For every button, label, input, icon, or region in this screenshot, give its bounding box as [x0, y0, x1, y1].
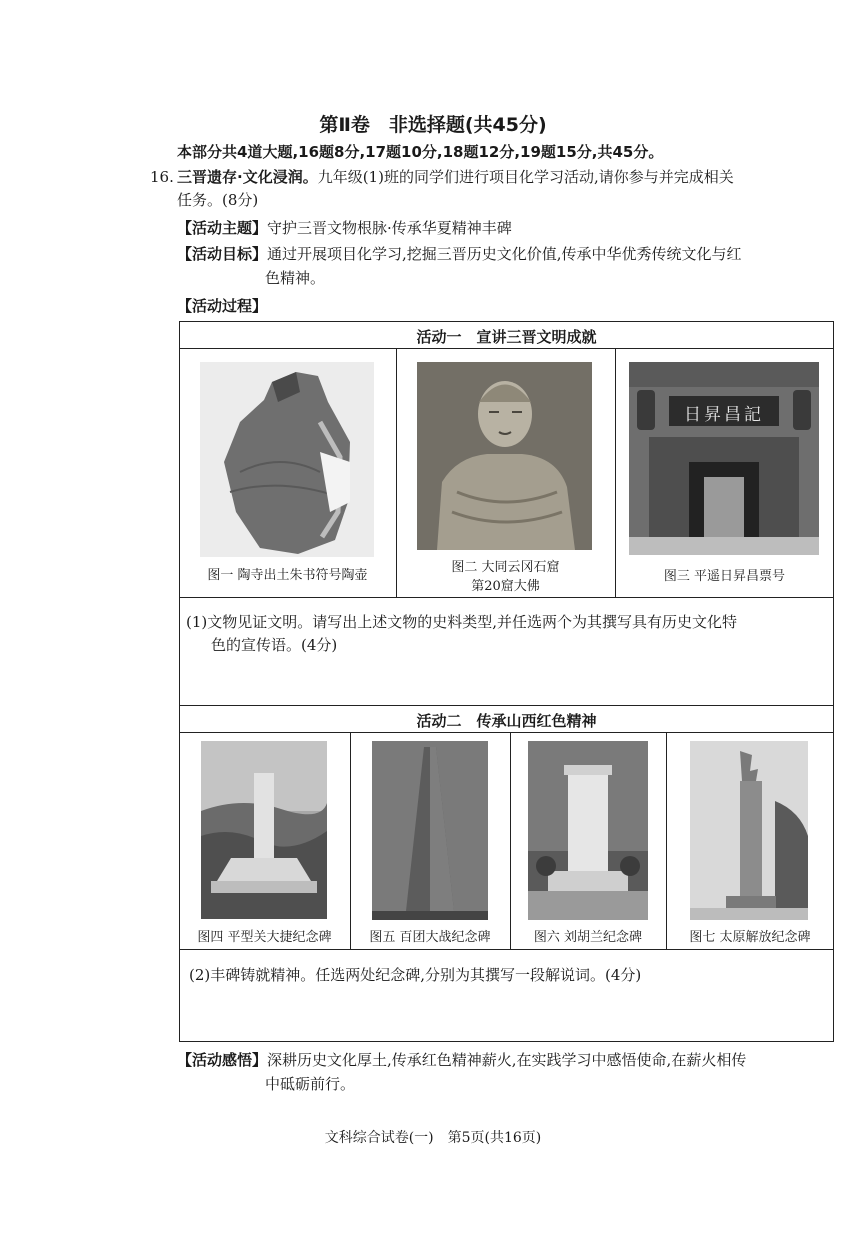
question-stem: [177, 166, 734, 188]
theme-text: 守护三晋文物根脉·传承华夏精神丰碑: [267, 219, 512, 237]
rishengchang-image: [629, 362, 819, 555]
page-footer: 文科综合试卷(一) 第5页(共16页): [324, 1130, 542, 1146]
question-heading: 三晋遗存·文化浸润。: [177, 168, 318, 186]
caption-fig6: 图六 刘胡兰纪念碑: [533, 930, 643, 945]
plaque-text: 日昇昌記: [684, 405, 764, 425]
process-label: 【活动过程】: [177, 297, 268, 315]
question-text-1: 九年级(1)班的同学们进行项目化学习活动,请你参与并完成相关: [317, 168, 734, 186]
pottery-jar-image: [200, 362, 374, 557]
taiyuan-liberation-monument-image: [690, 741, 808, 920]
theme-row: [177, 217, 512, 239]
reflection-text-1: 深耕历史文化厚土,传承红色精神薪火,在实践学习中感悟使命,在薪火相传: [267, 1051, 747, 1069]
goal-label: 【活动目标】: [177, 245, 268, 263]
caption-fig2-line1: 图二 大同云冈石窟: [451, 560, 560, 575]
pingxingguan-monument-image: [201, 741, 327, 919]
caption-fig7: 图七 太原解放纪念碑: [689, 930, 811, 945]
goal-text-1: 通过开展项目化学习,挖掘三晋历史文化价值,传承中华优秀传统文化与红: [267, 245, 742, 263]
activity1-task-1: (1)文物见证文明。请写出上述文物的史料类型,并任选两个为其撰写具有历史文化特: [186, 613, 738, 631]
liuhulan-monument-image: [528, 741, 648, 920]
section-title: 第Ⅱ卷 非选择题(共45分): [319, 114, 547, 136]
activity2-title: 活动二 传承山西红色精神: [416, 712, 597, 730]
caption-fig3: 图三 平遥日昇昌票号: [663, 569, 786, 584]
baituan-monument-image: [372, 741, 488, 920]
reflection-label: 【活动感悟】: [177, 1051, 268, 1069]
caption-fig1: 图一 陶寺出土朱书符号陶壶: [207, 568, 368, 583]
goal-text-2: 色精神。: [265, 269, 326, 287]
caption-fig4: 图四 平型关大捷纪念碑: [197, 930, 332, 945]
caption-fig2-line2: 第20窟大佛: [471, 579, 540, 594]
section-intro: 本部分共4道大题,16题8分,17题10分,18题12分,19题15分,共45分。: [177, 143, 664, 161]
question-text-2: 任务。(8分): [177, 191, 259, 209]
yungang-buddha-image: [417, 362, 592, 550]
reflection-text-2: 中砥砺前行。: [265, 1075, 356, 1093]
reflection-row: [177, 1049, 746, 1071]
theme-label: 【活动主题】: [177, 219, 268, 237]
activity1-title: 活动一 宣讲三晋文明成就: [416, 328, 597, 346]
caption-fig5: 图五 百团大战纪念碑: [369, 930, 491, 945]
activity1-task-2: 色的宣传语。(4分): [211, 636, 338, 654]
goal-row: [177, 243, 742, 265]
question-number: 16.: [150, 168, 174, 186]
activity2-task: (2)丰碑铸就精神。任选两处纪念碑,分别为其撰写一段解说词。(4分): [189, 966, 642, 984]
